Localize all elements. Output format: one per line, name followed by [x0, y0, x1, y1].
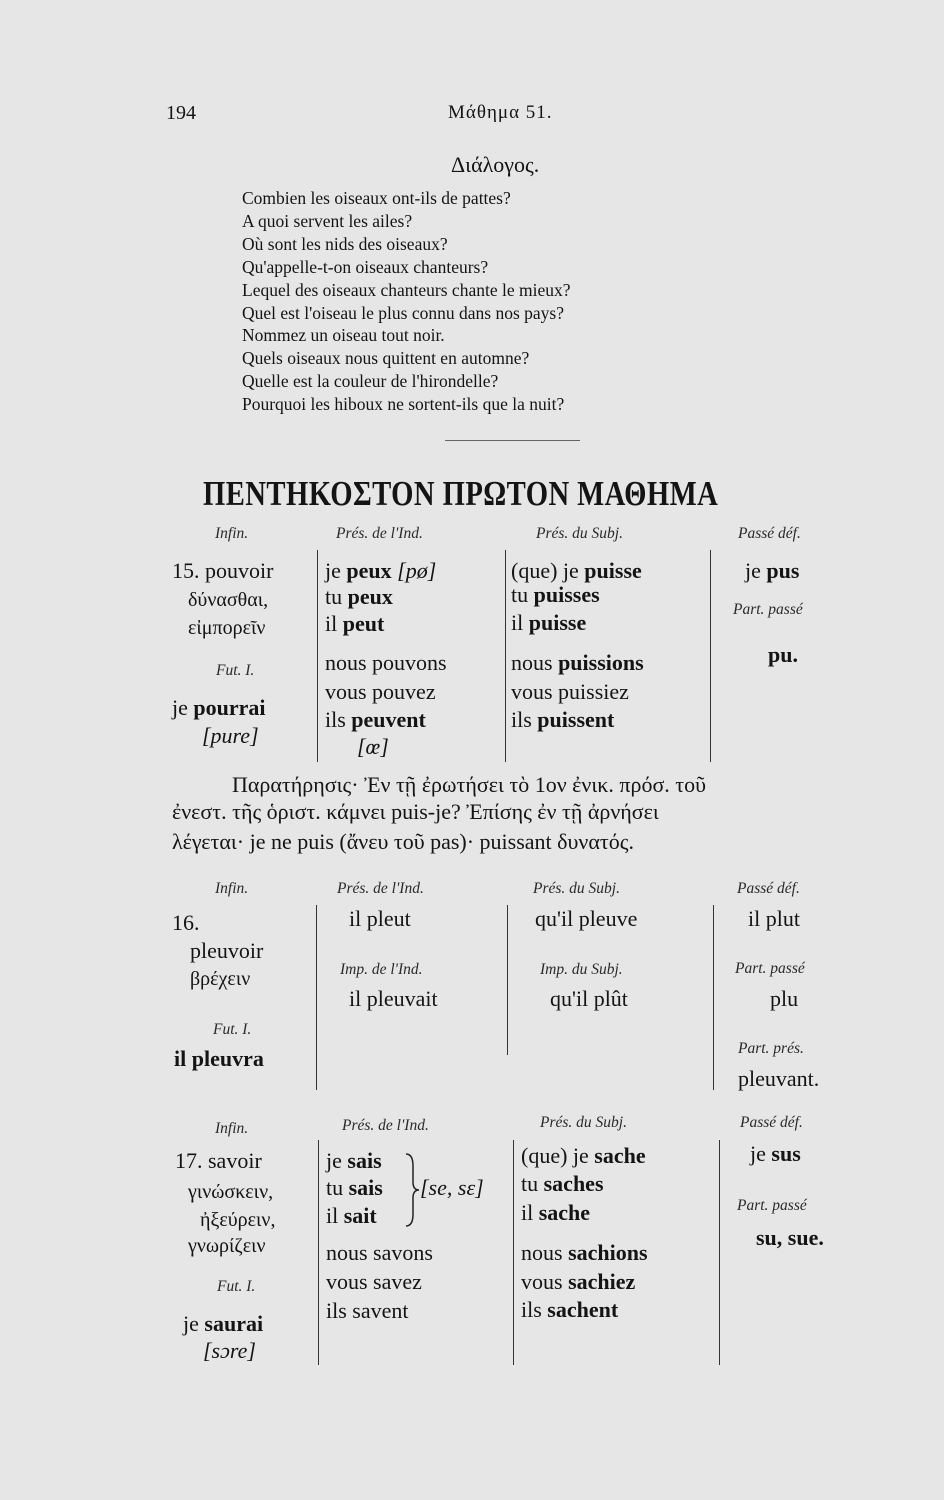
conj-row: (que) je puisse: [511, 558, 642, 583]
column-rule: [713, 905, 714, 1090]
header-passe-def: Passé déf.: [740, 1114, 803, 1131]
verb-infinitive: [172, 558, 273, 584]
conj-row: il puisse: [511, 610, 587, 635]
passe-def-form: il plut: [748, 906, 800, 931]
conj-row: nous puissions: [511, 650, 644, 675]
question-line: Qu'appelle-t-on oiseaux chanteurs?: [242, 256, 489, 277]
conj-row: vous savez: [326, 1269, 422, 1294]
pronunciation: [pure]: [202, 723, 259, 748]
conj-row: tu puisses: [511, 582, 600, 607]
conj-row: vous puissiez: [511, 679, 629, 704]
column-rule: [710, 550, 711, 762]
brace-icon: [404, 1152, 420, 1228]
conj-row: il pleut: [349, 906, 411, 931]
lesson-title: ΠΕΝΤΗΚΟΣΤΟΝ ΠΡΩΤΟΝ ΜΑΘΗΜΑ: [203, 474, 719, 513]
conj-row: nous pouvons: [325, 650, 447, 675]
header-infin: Infin.: [215, 1120, 249, 1137]
verb-name: savoir: [208, 1148, 262, 1173]
conj-row: (que) je sache: [521, 1143, 646, 1168]
conj-row: vous sachiez: [521, 1269, 636, 1294]
question-line: Nommez un oiseau tout noir.: [242, 325, 445, 346]
header-infin: Infin.: [215, 880, 249, 897]
pronunciation: [sɔre]: [203, 1338, 256, 1363]
header-pres-subj: Prés. du Subj.: [540, 1114, 627, 1131]
pronunciation: [œ]: [357, 734, 389, 759]
header-part-passe: Part. passé: [733, 601, 803, 618]
column-rule: [719, 1140, 720, 1365]
conj-row: qu'il pleuve: [535, 906, 638, 931]
verb-number: 16.: [172, 910, 200, 935]
dialogue-title: Διάλογος.: [451, 152, 540, 177]
conj-row: tu sais: [326, 1175, 383, 1200]
conj-row: vous pouvez: [325, 679, 436, 704]
header-part-pres: Part. prés.: [738, 1040, 804, 1057]
header-futur: Fut. I.: [217, 1278, 256, 1295]
question-line: A quoi servent les ailes?: [242, 210, 413, 231]
future-form: il pleuvra: [174, 1046, 264, 1071]
verb-number: 15.: [172, 558, 200, 583]
column-rule: [318, 1140, 319, 1365]
conj-row: ils sachent: [521, 1297, 619, 1322]
header-infin: Infin.: [215, 525, 249, 542]
section-divider: [445, 440, 580, 441]
dialogue-questions: [242, 187, 570, 416]
question-line: Pourquoi les hiboux ne sortent-ils que la nuit?: [242, 394, 565, 415]
greek-translation: ἠξεύρειν,: [200, 1209, 276, 1231]
column-rule: [317, 550, 318, 762]
conj-row: nous savons: [326, 1240, 433, 1265]
running-title: Μάθημα 51.: [448, 102, 553, 123]
observation-line: Παρατήρησις· Ἐν τῇ ἐρωτήσει τὸ 1ον ἐνικ. πρόσ. τοῦ: [232, 772, 707, 797]
column-rule: [513, 1140, 514, 1365]
passe-def-form: je sus: [750, 1141, 801, 1166]
participle-form: plu: [770, 986, 799, 1011]
greek-translation: γινώσκειν,: [188, 1181, 274, 1203]
greek-translation: γνωρίζειν: [188, 1235, 266, 1257]
conj-row: ils puissent: [511, 707, 615, 732]
question-line: Quel est l'oiseau le plus connu dans nos pays?: [242, 302, 564, 323]
observation-line: ἐνεστ. τῆς ὁριστ. κάμνει puis-je? Ἐπίσης ἐν τῇ ἀρνήσει: [172, 799, 659, 824]
header-futur: Fut. I.: [216, 662, 255, 679]
verb-infinitive: [175, 1148, 262, 1174]
conj-row: je sais: [326, 1148, 382, 1173]
question-line: Où sont les nids des oiseaux?: [242, 233, 448, 254]
conj-row: nous sachions: [521, 1240, 648, 1265]
conj-row: ils savent: [326, 1298, 409, 1323]
header-pres-ind: Prés. de l'Ind.: [342, 1117, 429, 1134]
future-form: je pourrai: [172, 695, 266, 720]
conj-row: qu'il plût: [550, 986, 628, 1011]
conj-row: il peut: [325, 611, 385, 636]
conj-row: il sait: [326, 1203, 377, 1228]
passe-def-form: je pus: [745, 558, 800, 583]
conj-row: tu peux: [325, 584, 393, 609]
question-line: Combien les oiseaux ont-ils de pattes?: [242, 188, 511, 208]
page-number: 194: [166, 102, 196, 124]
header-imp-subj: Imp. du Subj.: [540, 961, 623, 978]
pronunciation: [se, sε]: [420, 1175, 484, 1200]
participle-form: pu.: [768, 642, 798, 667]
conj-row: il pleuvait: [349, 986, 438, 1011]
participle-form: su, sue.: [756, 1225, 824, 1250]
header-pres-ind: Prés. de l'Ind.: [337, 880, 424, 897]
question-line: Quelle est la couleur de l'hirondelle?: [242, 371, 499, 392]
header-imp-ind: Imp. de l'Ind.: [340, 961, 423, 978]
conj-row: je peux [pø]: [325, 558, 437, 583]
header-part-passe: Part. passé: [737, 1197, 807, 1214]
conj-row: tu saches: [521, 1171, 604, 1196]
header-passe-def: Passé déf.: [738, 525, 801, 542]
header-passe-def: Passé déf.: [737, 880, 800, 897]
future-form: je saurai: [183, 1311, 264, 1336]
question-line: Lequel des oiseaux chanteurs chante le mieux?: [242, 279, 571, 300]
question-line: Quels oiseaux nous quittent en automne?: [242, 348, 530, 369]
header-futur: Fut. I.: [213, 1021, 252, 1038]
verb-name: pouvoir: [205, 558, 274, 583]
conj-row: il sache: [521, 1200, 591, 1225]
greek-translation: εἰμπορεῖν: [188, 617, 266, 639]
column-rule: [505, 550, 506, 762]
participle-present-form: pleuvant.: [738, 1066, 820, 1091]
header-pres-subj: Prés. du Subj.: [536, 525, 623, 542]
greek-translation: δύνασθαι,: [188, 589, 269, 611]
header-pres-ind: Prés. de l'Ind.: [336, 525, 423, 542]
column-rule: [316, 905, 317, 1090]
column-rule: [507, 905, 508, 1055]
observation-line: λέγεται· je ne puis (ἄνευ τοῦ pas)· puissant δυνατός.: [172, 829, 634, 854]
header-part-passe: Part. passé: [735, 960, 805, 977]
greek-translation: βρέχειν: [190, 968, 251, 990]
conj-row: ils peuvent: [325, 707, 426, 732]
verb-name: pleuvoir: [190, 938, 264, 963]
verb-number: 17.: [175, 1148, 203, 1173]
header-pres-subj: Prés. du Subj.: [533, 880, 620, 897]
